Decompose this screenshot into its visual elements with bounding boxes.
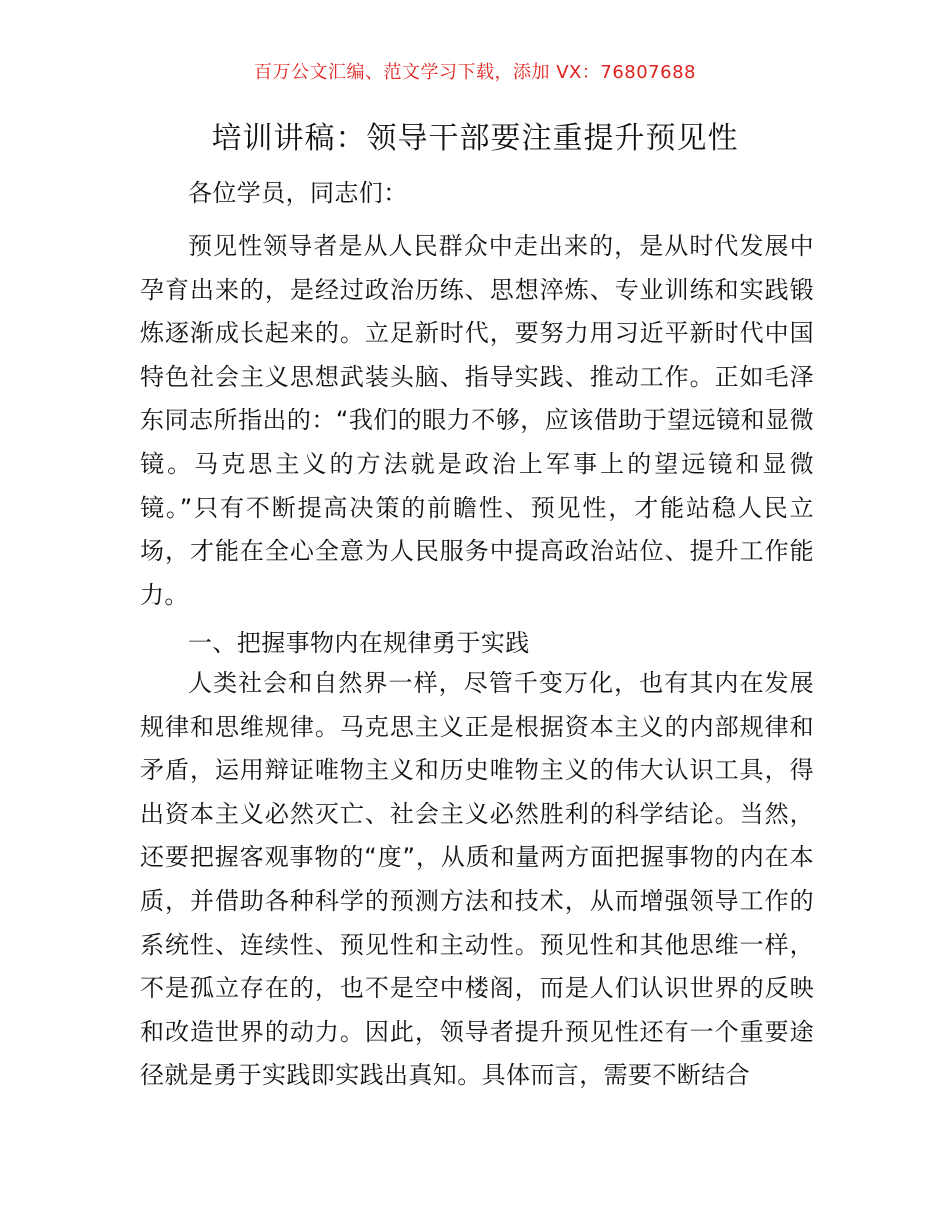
document-title: 培训讲稿：领导干部要注重提升预见性 — [211, 121, 739, 156]
header-banner: 百万公文汇编、范文学习下载，添加 VX：76807688 — [254, 62, 696, 83]
section-heading-1: 一、把握事物内在规律勇于实践 — [188, 629, 530, 657]
salutation: 各位学员，同志们： — [188, 179, 408, 207]
paragraph-1: 预见性领导者是从人民群众中走出来的，是从时代发展中孕育出来的，是经过政治历练、思想淬炼、专业训练和实践锻炼逐渐成长起来的。立足新时代，要努力用习近平新时代中国特色社会主义思想武装头脑、指导实践、推动工作。正如毛泽东同志所指出的：“我们的眼力不够，应该借助于望远镜和显微镜。马克思主义的方法就是政治上军事上的望远镜和显微镜。”只有不断提高决策的前瞻性、预见性，才能站稳人民立场，才能在全心全意为人民服务中提高政治站位、提升工作能力。 — [140, 232, 814, 609]
paragraph-2: 人类社会和自然界一样，尽管千变万化，也有其内在发展规律和思维规律。马克思主义正是根据资本主义的内部规律和矛盾，运用辩证唯物主义和历史唯物主义的伟大认识工具，得出资本主义必然灭亡、社会主义必然胜利的科学结论。当然，还要把握客观事物的“度”，从质和量两方面把握事物的内在本质，并借助各种科学的预测方法和技术，从而增强领导工作的系统性、连续性、预见性和主动性。预见性和其他思维一样，不是孤立存在的，也不是空中楼阁，而是人们认识世界的反映和改造世界的动力。因此，领导者提升预见性还有一个重要途径就是勇于实践即实践出真知。具体而言，需要不断结合 — [140, 669, 814, 1090]
